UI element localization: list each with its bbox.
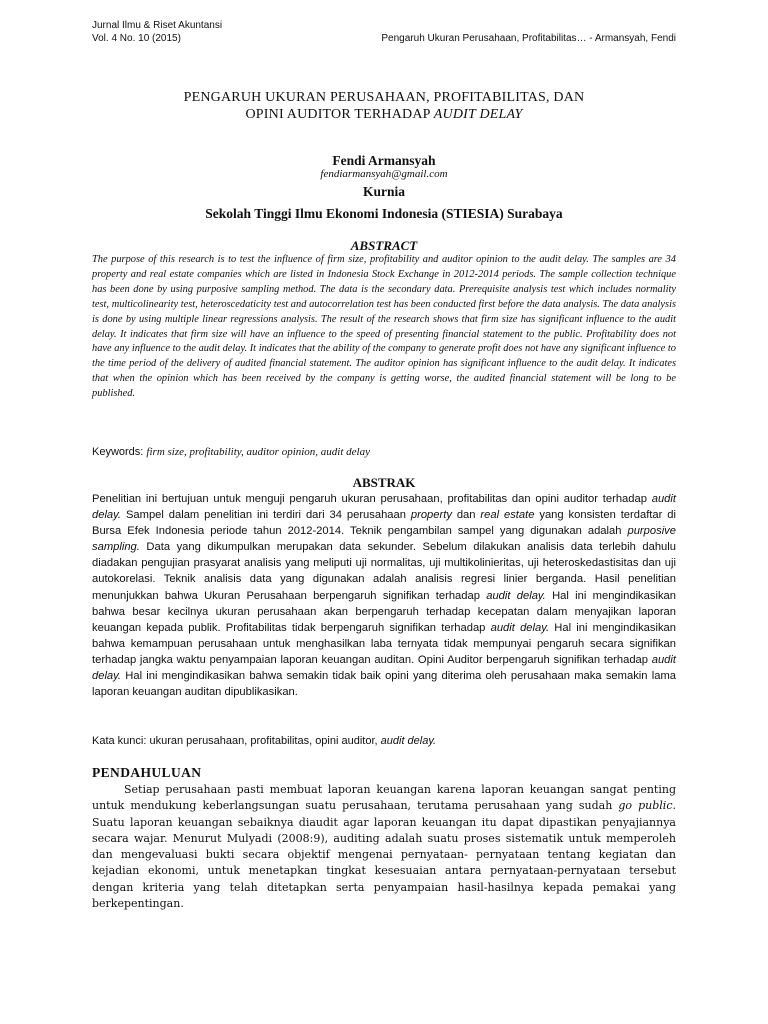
pendahuluan-paragraph: Setiap perusahaan pasti membuat laporan keuangan karena laporan keuangan sangat penting untuk mendukung keberlangsungan suatu perusahaan, terutama perusahaan yang sudah go public. Suatu laporan keuangan sebaiknya diaudit agar laporan keuangan itu dapat dipastikan penyajiannya secara wajar. Menurut Mulyadi (2008:9), auditing adalah suatu proses sistematik untuk memperoleh dan mengevaluasi bukti secara objektif mengenai pernyataan- pernyataan tentang kegiatan dan kejadian ekonomi, untuk menetapkan tingkat kesesuaian antara pernyataan-pernyataan tersebut dengan kriteria yang telah ditetapkan serta penyampaian hasil-hasilnya kepada pemakai yang berkepentingan. [92, 783, 676, 911]
title-line-1: PENGARUH UKURAN PERUSAHAAN, PROFITABILITAS, DAN [183, 90, 585, 105]
author-email: fendiarmansyah@gmail.com [320, 168, 448, 180]
running-header-left [92, 19, 222, 45]
author-name: Fendi Armansyah [332, 153, 436, 168]
kata-kunci: Kata kunci: ukuran perusahaan, profitabilitas, opini auditor, audit delay. [92, 735, 437, 747]
abstrak-heading: ABSTRAK [352, 475, 416, 490]
abstract-heading: ABSTRACT [350, 238, 418, 253]
paper-title [92, 89, 676, 123]
section-heading-pendahuluan: PENDAHULUAN [92, 765, 202, 780]
journal-name: Jurnal Ilmu & Riset Akuntansi [92, 20, 223, 31]
journal-volume: Vol. 4 No. 10 (2015) [92, 33, 181, 44]
abstrak-text: Penelitian ini bertujuan untuk menguji pengaruh ukuran perusahaan, profitabilitas dan opini auditor terhadap audit delay. Sampel dalam penelitian ini terdiri dari 34 perusahaan property dan real estate yang konsisten terdaftar di Bursa Efek Indonesia periode tahun 2012-2014. Teknik pengambilan sampel yang digunakan adalah purposive sampling. Data yang dikumpulkan merupakan data sekunder. Sebelum dilakukan analisis data terlebih dahulu diadakan pengujian prasyarat analisis yang meliputi uji normalitas, uji multikolinieritas, uji heteroskedastisitas dan uji autokorelasi. Teknik analisis data yang digunakan adalah analisis regresi linier berganda. Hasil penelitian menunjukkan bahwa Ukuran Perusahaan berpengaruh signifikan terhadap audit delay. Hal ini mengindikasikan bahwa besar kecilnya ukuran perusahaan akan berpengaruh terhadap kecepatan dalam menyajikan laporan keuangan kepada publik. Profitabilitas tidak berpengaruh signifikan terhadap audit delay. Hal ini mengindikasikan bahwa kemampuan perusahaan untuk menghasilkan laba ternyata tidak mempunyai pengaruh secara signifikan terhadap jangka waktu penyampaian laporan keuangan auditan. Opini Auditor berpengaruh signifikan terhadap audit delay. Hal ini mengindikasikan bahwa semakin tidak baik opini yang diterima oleh perusahaan maka semakin lama laporan keuangan auditan dipublikasikan. [92, 493, 677, 699]
keywords [92, 446, 676, 458]
keywords-label: Keywords: [92, 446, 147, 458]
coauthor-name: Kurnia [362, 184, 405, 199]
abstract-text: The purpose of this research is to test the influence of firm size, profitability and auditor opinion to the audit delay. The samples are 34 property and real estate companies which are listed in Indonesia Stock Exchange in 2012-2014 periods. The sample collection technique has been done by using purposive sampling method. The data is the secondary data. Prerequisite analysis test which includes normality test, multicolinearity test, heteroscedaticity test and autocorrelation test has been conducted first before the data analysis. The data analysis is done by using multiple linear regressions analysis. The result of the research shows that firm size has significant influence to the audit delay. It indicates that firm size will have an influence to the speed of presenting financial statement to the public. Profitability does not have any influence to the audit delay. It indicates that the ability of the company to generate profit does not have any significant influence to the time period of the delivery of audited financial statement. The auditor opinion has significant influence to the audit delay. It indicates that when the opinion which has been received by the company is getting worse, the audited financial statement will be long to be published. [92, 254, 676, 400]
running-header-right: Pengaruh Ukuran Perusahaan, Profitabilitas… - Armansyah, Fendi [381, 33, 676, 44]
title-line-2: OPINI AUDITOR TERHADAP AUDIT DELAY [245, 107, 523, 122]
keywords-values: firm size, profitability, auditor opinion, audit delay [146, 446, 370, 458]
author-affiliation: Sekolah Tinggi Ilmu Ekonomi Indonesia (STIESIA) Surabaya [205, 206, 563, 221]
